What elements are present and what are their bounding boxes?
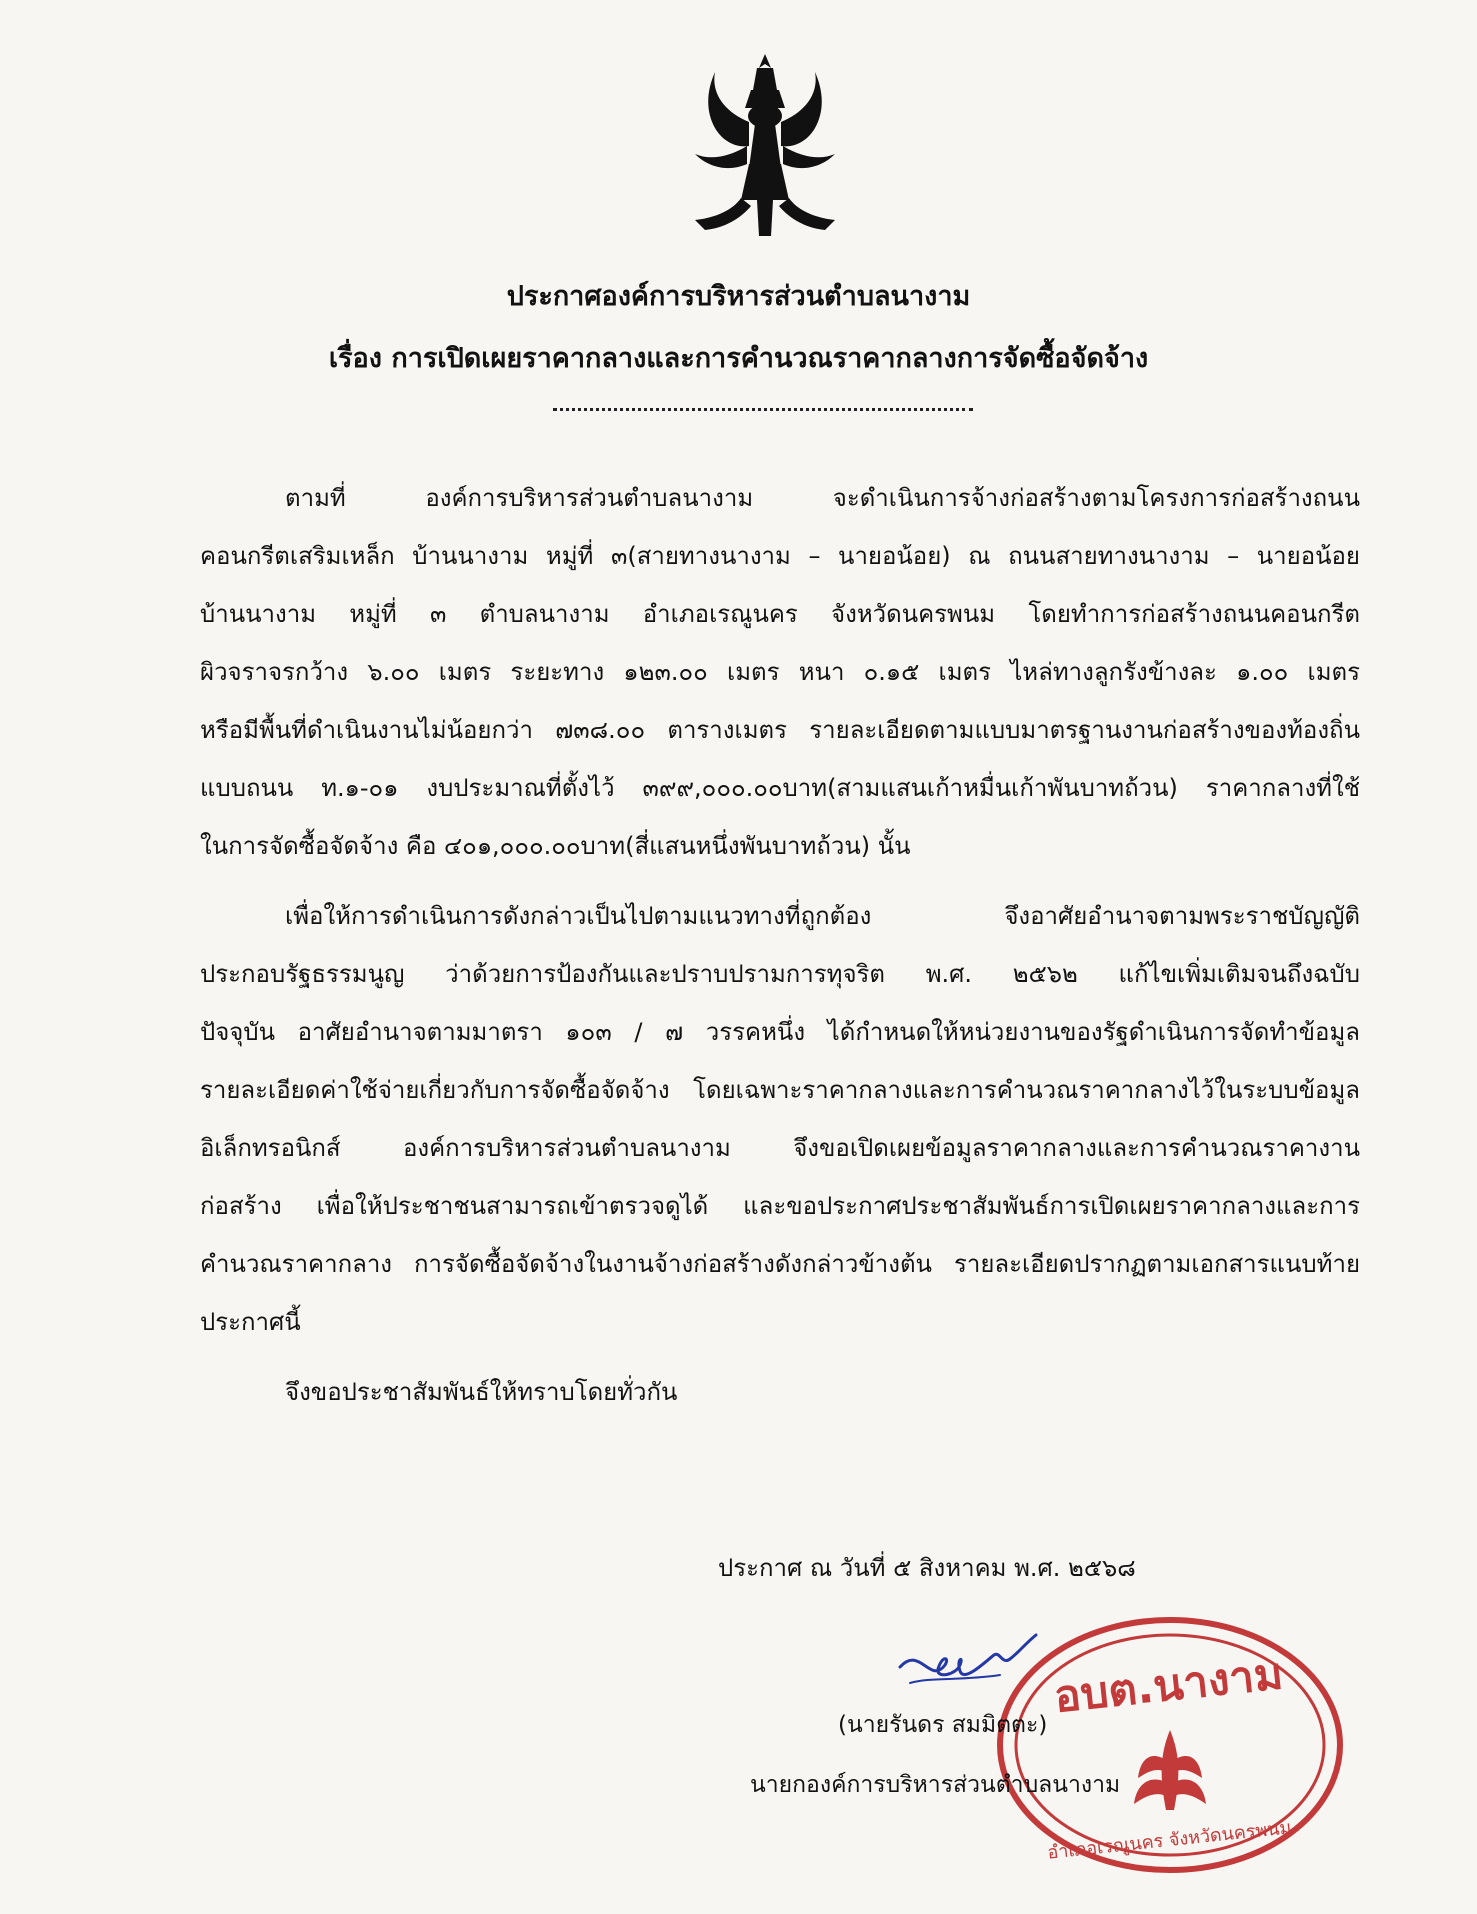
garuda-emblem-icon	[685, 50, 845, 240]
svg-text:อำเภอเรณูนคร จังหวัดนครพนม: อำเภอเรณูนคร จังหวัดนครพนม	[1046, 1817, 1293, 1864]
announcement-date: ประกาศ ณ วันที่ ๕ สิงหาคม พ.ศ. ๒๕๖๘	[718, 1554, 1136, 1582]
announcement-title: ประกาศองค์การบริหารส่วนตำบลนางาม	[506, 281, 971, 312]
paragraph-line: ประกอบรัฐธรรมนูญ ว่าด้วยการป้องกันและปราบปรามการทุจริต พ.ศ. ๒๕๖๒ แก้ไขเพิ่มเติมจนถึงฉบับ	[200, 960, 1360, 988]
title-separator	[553, 408, 973, 411]
paragraph-line: อิเล็กทรอนิกส์ องค์การบริหารส่วนตำบลนางาม จึงขอเปิดเผยข้อมูลราคากลางและการคำนวณราคางาน	[200, 1134, 1360, 1162]
paragraph-line: คำนวณราคากลาง การจัดซื้อจัดจ้างในงานจ้างก่อสร้างดังกล่าวข้างต้น รายละเอียดปรากฏตามเอกสารแนบท้าย	[200, 1250, 1360, 1278]
official-seal-stamp	[990, 1610, 1350, 1880]
paragraph-line: ปัจจุบัน อาศัยอำนาจตามมาตรา ๑๐๓ / ๗ วรรคหนึ่ง ได้กำหนดให้หน่วยงานของรัฐดำเนินการจัดทำข้อมูล	[200, 1018, 1360, 1046]
svg-text:อบต.นางาม: อบต.นางาม	[1051, 1648, 1286, 1723]
paragraph-line: แบบถนน ท.๑-๐๑ งบประมาณที่ตั้งไว้ ๓๙๙,๐๐๐.๐๐บาท(สามแสนเก้าหมื่นเก้าพันบาทถ้วน) ราคากลางที่ใช้	[200, 774, 1360, 802]
signer-name: (นายรันดร สมมิตตะ)	[838, 1712, 1048, 1738]
paragraph-line: เพื่อให้การดำเนินการดังกล่าวเป็นไปตามแนวทางที่ถูกต้อง จึงอาศัยอำนาจตามพระราชบัญญัติ	[285, 902, 1360, 930]
paragraph-line: ก่อสร้าง เพื่อให้ประชาชนสามารถเข้าตรวจดูได้ และขอประกาศประชาสัมพันธ์การเปิดเผยราคากลางและการ	[200, 1192, 1360, 1220]
paragraph-line: บ้านนางาม หมู่ที่ ๓ ตำบลนางาม อำเภอเรณูนคร จังหวัดนครพนม โดยทำการก่อสร้างถนนคอนกรีต	[200, 600, 1360, 628]
paragraph-line: ตามที่ องค์การบริหารส่วนตำบลนางาม จะดำเนินการจ้างก่อสร้างตามโครงการก่อสร้างถนน	[285, 484, 1360, 512]
handwritten-signature	[890, 1625, 1040, 1700]
paragraph-line: คอนกรีตเสริมเหล็ก บ้านนางาม หมู่ที่ ๓(สายทางนางาม – นายอน้อย) ณ ถนนสายทางนางาม – นายอน้อย	[200, 542, 1360, 570]
paragraph-line: รายละเอียดค่าใช้จ่ายเกี่ยวกับการจัดซื้อจัดจ้าง โดยเฉพาะราคากลางและการคำนวณราคากลางไว้ในระบบข้อมูล	[200, 1076, 1360, 1104]
signer-position: นายกองค์การบริหารส่วนตำบลนางาม	[750, 1772, 1121, 1798]
paragraph-line: ประกาศนี้	[200, 1308, 301, 1336]
announcement-subject: เรื่อง การเปิดเผยราคากลางและการคำนวณราคากลางการจัดซื้อจัดจ้าง	[328, 343, 1149, 374]
paragraph-line: หรือมีพื้นที่ดำเนินงานไม่น้อยกว่า ๗๓๘.๐๐ ตารางเมตร รายละเอียดตามแบบมาตรฐานงานก่อสร้างของท้องถิ่น	[200, 716, 1360, 744]
closing-line: จึงขอประชาสัมพันธ์ให้ทราบโดยทั่วกัน	[285, 1378, 678, 1406]
paragraph-line: ในการจัดซื้อจัดจ้าง คือ ๔๐๑,๐๐๐.๐๐บาท(สี่แสนหนึ่งพันบาทถ้วน) นั้น	[200, 832, 911, 860]
paragraph-line: ผิวจราจรกว้าง ๖.๐๐ เมตร ระยะทาง ๑๒๓.๐๐ เมตร หนา ๐.๑๕ เมตร ไหล่ทางลูกรังข้างละ ๑.๐๐ เมตร	[200, 658, 1360, 686]
